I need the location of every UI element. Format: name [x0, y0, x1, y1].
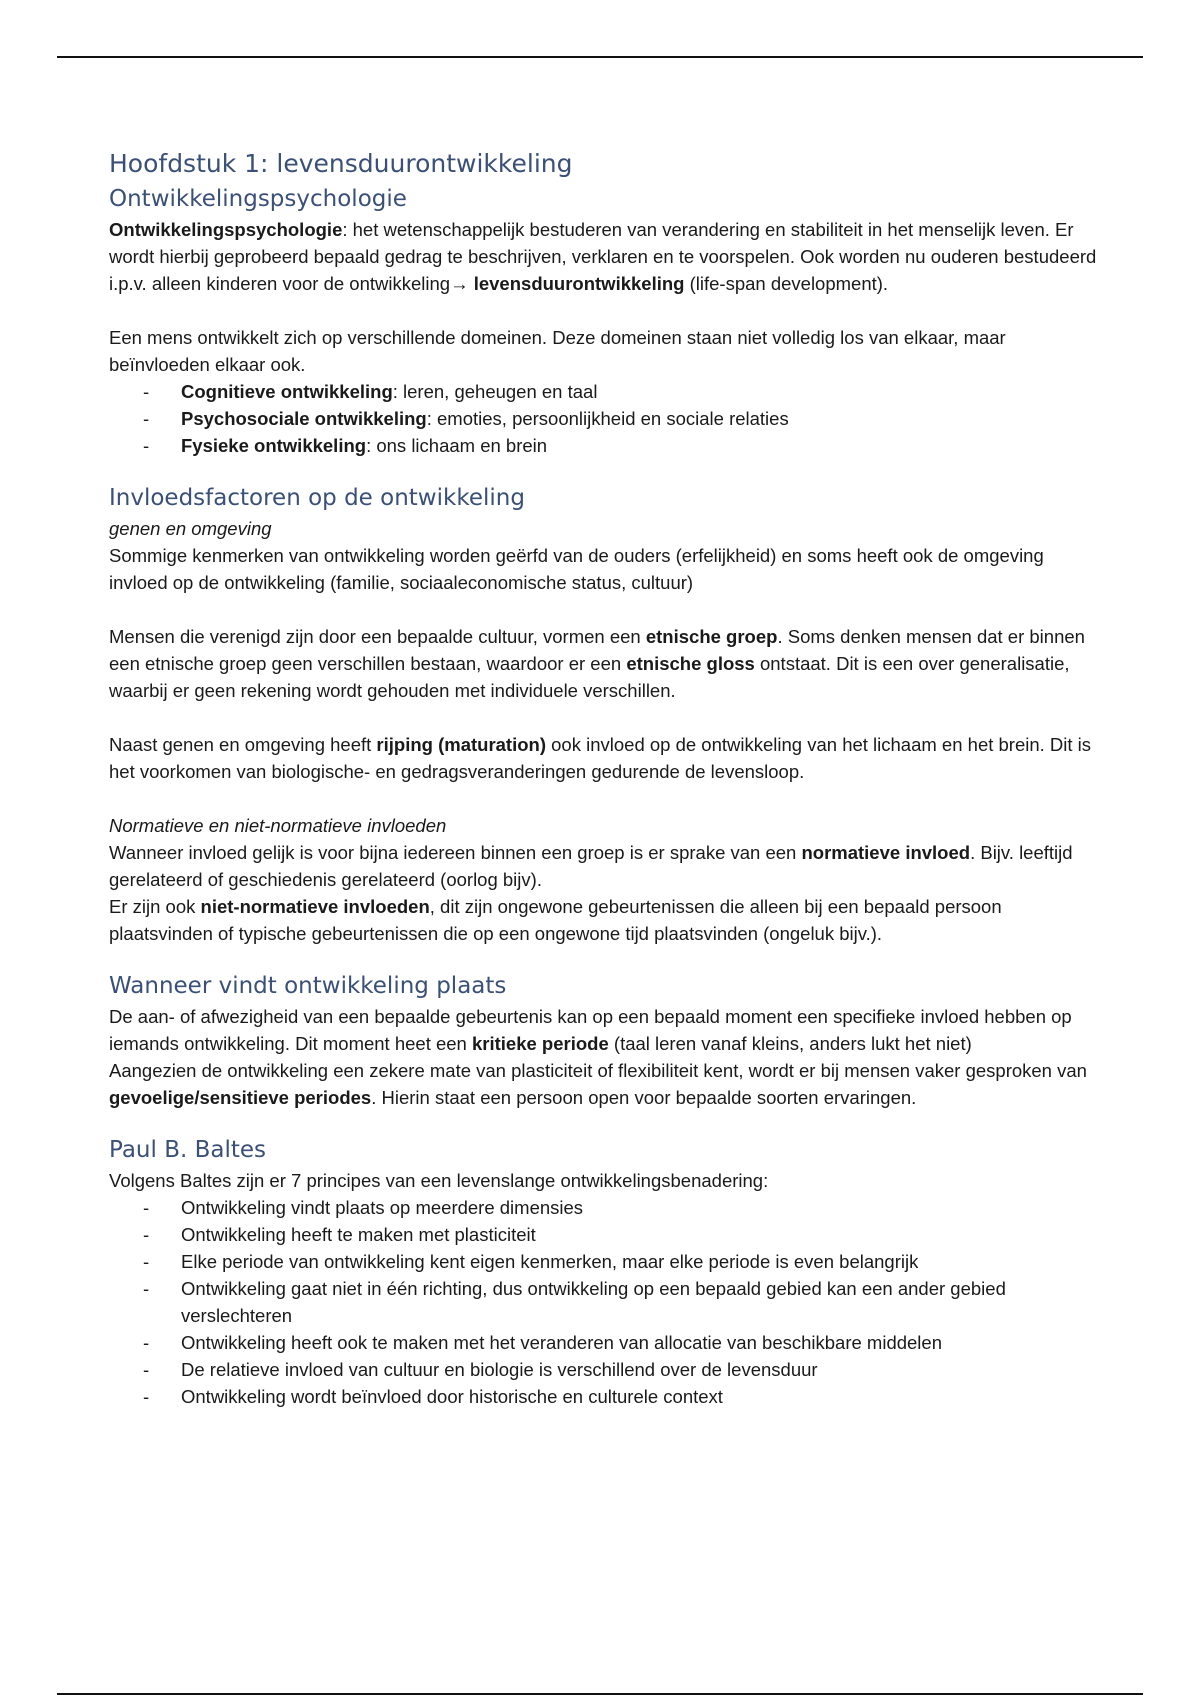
domain-list	[109, 378, 1099, 459]
chapter-title: Hoofdstuk 1: levensduurontwikkeling	[109, 149, 573, 178]
term: Ontwikkelingspsychologie	[109, 219, 343, 240]
paragraph: Een mens ontwikkelt zich op verschillende domeinen. Deze domeinen staan niet volledig los van elkaar, maar beïnvloeden elkaar ook.	[109, 327, 1006, 375]
arrow-icon: →	[450, 273, 474, 294]
list-item: - Psychosociale ontwikkeling: emoties, persoonlijkheid en sociale relaties	[181, 405, 1099, 432]
list-item: - Ontwikkeling gaat niet in één richting, dus ontwikkeling op een bepaald gebied kan een ander gebied verslechteren	[181, 1275, 1099, 1329]
paragraph: Er zijn ook niet-normatieve invloeden, dit zijn ongewone gebeurtenissen die alleen bij een bepaald persoon plaatsvinden of typische gebeurtenissen die op een ongewone tijd plaatsvinden (ongeluk bijv.).	[109, 896, 1002, 944]
section-heading-wanneer: Wanneer vindt ontwikkeling plaats	[109, 973, 507, 999]
paragraph: Aangezien de ontwikkeling een zekere mate van plasticiteit of flexibiliteit kent, wordt er bij mensen vaker gesproken van gevoelige/sensitieve periodes. Hierin staat een persoon open voor bepaalde soorten ervaringen.	[109, 1060, 1087, 1108]
paragraph: De aan- of afwezigheid van een bepaalde gebeurtenis kan op een bepaald moment een specifieke invloed hebben op iemands ontwikkeling. Dit moment heet een kritieke periode (taal leren vanaf kleins, anders lukt het niet)	[109, 1006, 1072, 1054]
list-item: - Cognitieve ontwikkeling: leren, geheugen en taal	[181, 378, 1099, 405]
list-item: - Ontwikkeling vindt plaats op meerdere dimensies	[181, 1194, 1099, 1221]
section-heading-ontwikkelingspsychologie: Ontwikkelingspsychologie	[109, 186, 407, 212]
principles-list	[109, 1194, 1099, 1410]
list-item: - Ontwikkeling wordt beïnvloed door historische en culturele context	[181, 1383, 1099, 1410]
header-rule	[57, 56, 1143, 58]
list-item: - Ontwikkeling heeft ook te maken met het veranderen van allocatie van beschikbare middelen	[181, 1329, 1099, 1356]
list-item: - Ontwikkeling heeft te maken met plasticiteit	[181, 1221, 1099, 1248]
term: levensduurontwikkeling	[473, 273, 685, 294]
list-item: - Elke periode van ontwikkeling kent eigen kenmerken, maar elke periode is even belangrijk	[181, 1248, 1099, 1275]
footer-rule	[57, 1693, 1143, 1695]
paragraph: Sommige kenmerken van ontwikkeling worden geërfd van de ouders (erfelijkheid) en soms heeft ook de omgeving invloed op de ontwikkeling (familie, sociaaleconomische status, cultuur)	[109, 545, 1044, 593]
paragraph: Volgens Baltes zijn er 7 principes van een levenslange ontwikkelingsbenadering:	[109, 1170, 769, 1191]
list-item: - Fysieke ontwikkeling: ons lichaam en brein	[181, 432, 1099, 459]
paragraph: Naast genen en omgeving heeft rijping (maturation) ook invloed op de ontwikkeling van het lichaam en het brein. Dit is het voorkomen van biologische- en gedragsveranderingen gedurende de levensloop.	[109, 734, 1092, 782]
section-heading-baltes: Paul B. Baltes	[109, 1137, 267, 1163]
subheading: Normatieve en niet-normatieve invloeden	[109, 815, 447, 836]
document-page	[109, 146, 1099, 1410]
list-item: - De relatieve invloed van cultuur en biologie is verschillend over de levensduur	[181, 1356, 1099, 1383]
definition-paragraph: Ontwikkelingspsychologie: het wetenschappelijk bestuderen van verandering en stabiliteit in het menselijk leven. Er wordt hierbij geprobeerd bepaald gedrag te beschrijven, verklaren en te voorspelen. Ook worden nu ouderen bestudeerd i.p.v. alleen kinderen voor de ontwikkeling→ levensduurontwikkeling (life-span development).	[109, 219, 1097, 294]
paragraph: Mensen die verenigd zijn door een bepaalde cultuur, vormen een etnische groep. Soms denken mensen dat er binnen een etnische groep geen verschillen bestaan, waardoor er een etnische gloss ontstaat. Dit is een over generalisatie, waarbij er geen rekening wordt gehouden met individuele verschillen.	[109, 626, 1085, 701]
section-heading-invloedsfactoren: Invloedsfactoren op de ontwikkeling	[109, 485, 525, 511]
paragraph: Wanneer invloed gelijk is voor bijna iedereen binnen een groep is er sprake van een normatieve invloed. Bijv. leeftijd gerelateerd of geschiedenis gerelateerd (oorlog bijv).	[109, 842, 1073, 890]
subheading: genen en omgeving	[109, 518, 272, 539]
